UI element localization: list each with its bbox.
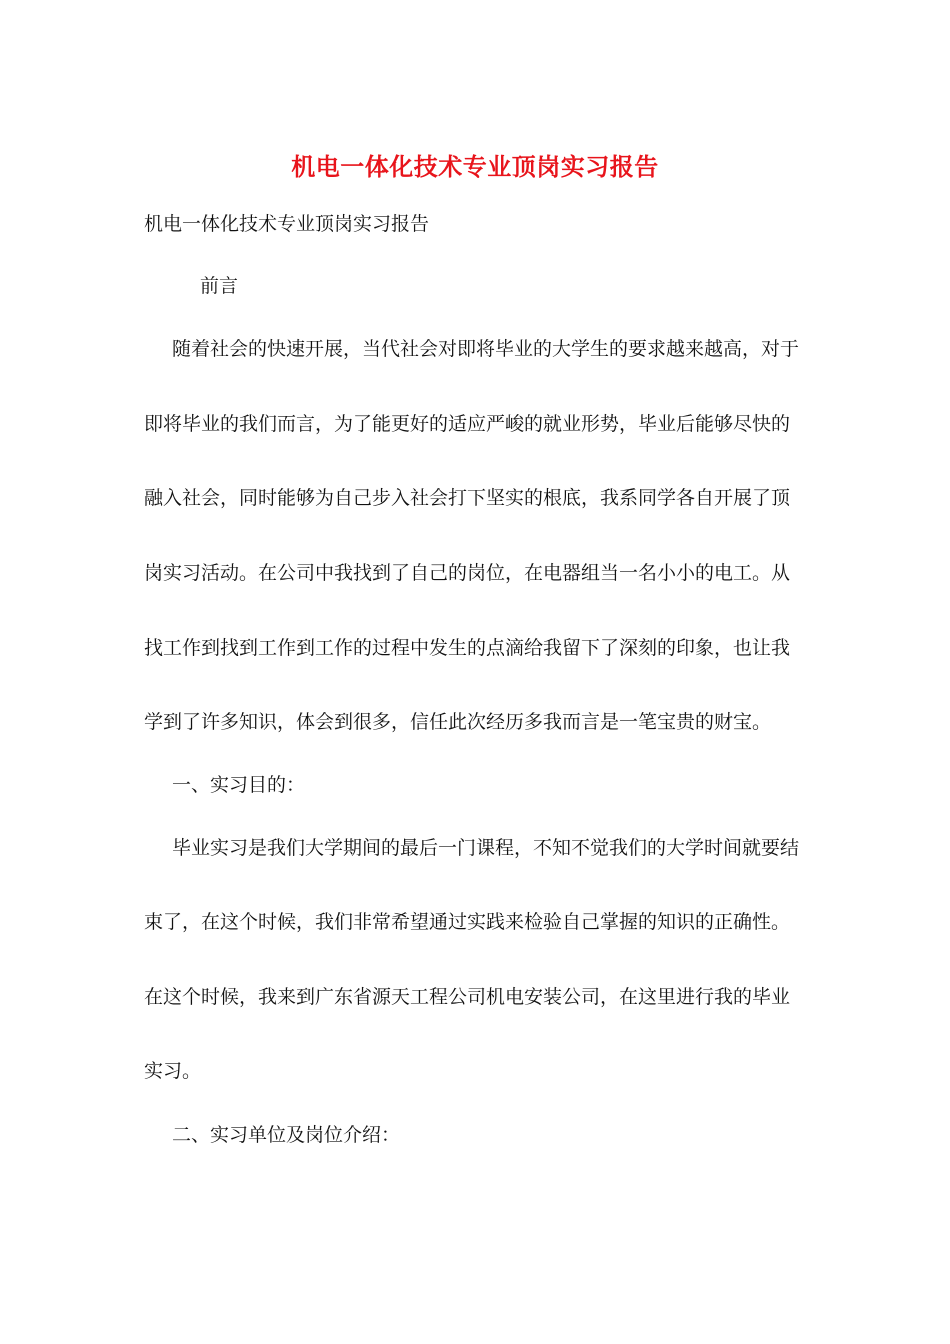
section1-line: 束了，在这个时候，我们非常希望通过实践来检验自己掌握的知识的正确性。 bbox=[144, 911, 791, 933]
section1-line: 毕业实习是我们大学期间的最后一门课程，不知不觉我们的大学时间就要结 bbox=[172, 837, 800, 859]
preface-line: 随着社会的快速开展，当代社会对即将毕业的大学生的要求越来越高，对于 bbox=[172, 338, 800, 360]
preface-heading: 前言 bbox=[200, 275, 239, 297]
section1-line: 实习。 bbox=[144, 1060, 202, 1082]
preface-line: 岗实习活动。在公司中我找到了自己的岗位，在电器组当一名小小的电工。从 bbox=[144, 562, 791, 584]
document-title: 机电一体化技术专业顶岗实习报告 bbox=[291, 152, 659, 181]
section-heading: 一、实习目的： bbox=[172, 774, 306, 796]
preface-line: 学到了许多知识，体会到很多，信任此次经历多我而言是一笔宝贵的财宝。 bbox=[144, 711, 772, 733]
document-subtitle: 机电一体化技术专业顶岗实习报告 bbox=[144, 213, 430, 235]
section-heading: 二、实习单位及岗位介绍： bbox=[172, 1124, 401, 1146]
preface-line: 找工作到找到工作到工作的过程中发生的点滴给我留下了深刻的印象，也让我 bbox=[144, 637, 791, 659]
section1-line: 在这个时候，我来到广东省源天工程公司机电安装公司，在这里进行我的毕业 bbox=[144, 986, 791, 1008]
preface-line: 即将毕业的我们而言，为了能更好的适应严峻的就业形势，毕业后能够尽快的 bbox=[144, 413, 791, 435]
preface-line: 融入社会，同时能够为自己步入社会打下坚实的根底，我系同学各自开展了顶 bbox=[144, 487, 791, 509]
